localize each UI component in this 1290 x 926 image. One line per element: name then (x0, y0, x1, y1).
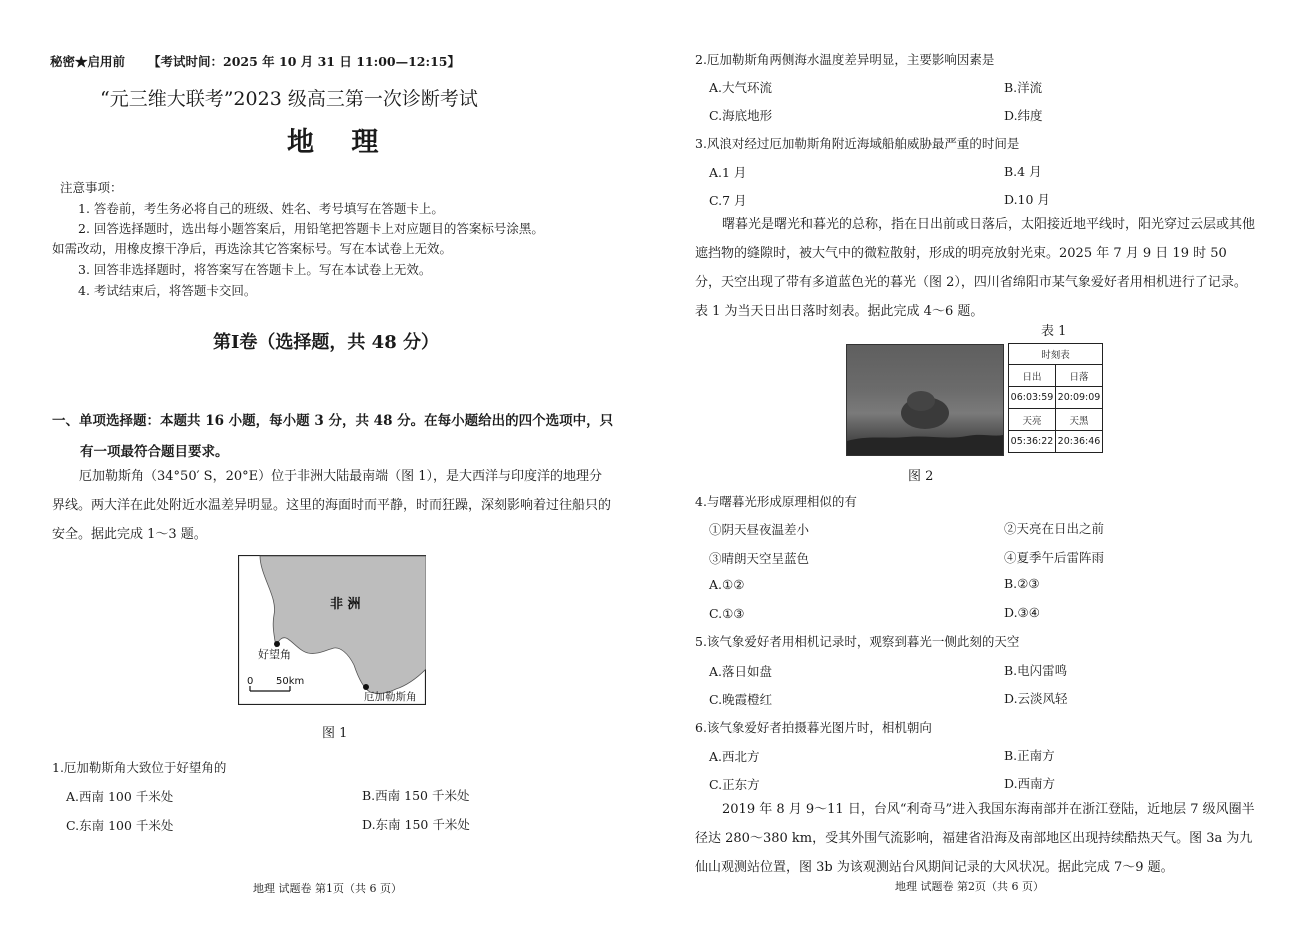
q5-option-a: A.落日如盘 (709, 664, 773, 679)
q6-stem: 6.该气象爱好者拍摄暮光图片时，相机朝向 (695, 720, 932, 735)
q5-option-b: B.电闪雷鸣 (1004, 663, 1068, 678)
q1-option-b: B.西南 150 千米处 (362, 788, 470, 803)
passage-1: 厄加勒斯角（34°50′ S，20°E）位于非洲大陆最南端（图 1），是大西洋与印度洋的地理分界线。两大洋在此处附近水温差异明显。这里的海面时而平静，时而狂躁，深刻影响着过往船只的安全。据此完成 1～3 题。 (52, 469, 612, 542)
note-2-continued: 如需改动，用橡皮擦干净后，再选涂其它答案标号。写在本试卷上无效。 (52, 241, 453, 256)
q4-stem: 4.与曙暮光形成原理相似的有 (695, 494, 857, 509)
q2-option-c: C.海底地形 (709, 108, 773, 123)
q6-option-a: A.西北方 (709, 749, 760, 764)
volume-title: 第Ⅰ卷（选择题，共 48 分） (213, 332, 440, 353)
q2-option-b: B.洋流 (1004, 80, 1043, 95)
q3-option-a: A.1 月 (709, 165, 747, 180)
section-instruction-2: 有一项最符合题目要求。 (80, 444, 229, 460)
note-3: 3. 回答非选择题时，将答案写在答题卡上。写在本试卷上无效。 (78, 262, 432, 277)
q3-stem: 3.风浪对经过厄加勒斯角附近海域船舶威胁最严重的时间是 (695, 136, 1020, 151)
q4-statement-3: ③晴朗天空呈蓝色 (709, 551, 810, 566)
q5-option-c: C.晚霞橙红 (709, 692, 773, 707)
exam-title: “元三维大联考”2023 级高三第一次诊断考试 (100, 88, 478, 110)
scale-zero: 0 (247, 676, 254, 687)
q6-option-c: C.正东方 (709, 777, 760, 792)
passage-3: 2019 年 8 月 9～11 日，台风“利奇马”进入我国东海南部并在浙江登陆，近地层 7 级风圈半径达 280～380 km，受其外围气流影响，福建省沿海及南部地区出现持续酷热天气。图 3a 为九仙山观测站位置，图 3b 为该观测站台风期间记录的大风状况。据此完成 7～9 题。 (695, 802, 1255, 875)
q5-option-d: D.云淡风轻 (1004, 691, 1068, 706)
note-4: 4. 考试结束后，将答题卡交回。 (78, 283, 257, 298)
page-footer-1: 地理 试题卷 第1页（共 6 页） (253, 882, 402, 895)
table-cell: 06:03:59 (1009, 387, 1056, 409)
exam-time: 【考试时间：2025 年 10 月 31 日 11:00—12:15】 (148, 54, 460, 69)
q3-option-b: B.4 月 (1004, 164, 1042, 179)
figure-1-caption: 图 1 (322, 726, 348, 741)
table-cell: 20:09:09 (1056, 387, 1103, 409)
table-cell: 05:36:22 (1009, 431, 1056, 453)
q1-option-c: C.东南 100 千米处 (66, 818, 174, 833)
q4-statement-2: ②天亮在日出之前 (1004, 521, 1105, 536)
table-cell: 20:36:46 (1056, 431, 1103, 453)
cape-good-hope-label: 好望角 (258, 648, 291, 661)
q6-option-b: B.正南方 (1004, 748, 1055, 763)
q3-option-d: D.10 月 (1004, 192, 1050, 207)
q3-option-c: C.7 月 (709, 193, 747, 208)
cape-agulhas-label: 厄加勒斯角 (364, 691, 417, 703)
q4-option-d: D.③④ (1004, 605, 1040, 620)
q5-stem: 5.该气象爱好者用相机记录时，观察到暮光一侧此刻的天空 (695, 634, 1020, 649)
note-1: 1. 答卷前，考生务必将自己的班级、姓名、考号填写在答题卡上。 (78, 201, 444, 216)
confidential-label: 秘密★启用前 (50, 54, 126, 69)
q6-option-d: D.西南方 (1004, 776, 1056, 791)
q2-stem: 2.厄加勒斯角两侧海水温度差异明显，主要影响因素是 (695, 52, 995, 67)
table-cell: 日落 (1056, 365, 1103, 387)
sunrise-sunset-table (1008, 343, 1103, 453)
cape-agulhas-point (363, 684, 369, 690)
exam-page-2 (645, 0, 1290, 926)
table-cell: 日出 (1009, 365, 1056, 387)
figure-2-photo (846, 344, 1004, 456)
notes-heading: 注意事项： (60, 180, 123, 195)
table-1-caption: 表 1 (1041, 324, 1067, 339)
q4-option-a: A.①② (709, 577, 745, 592)
page-footer-2: 地理 试题卷 第2页（共 6 页） (895, 880, 1044, 893)
scale-km: 50km (276, 676, 305, 687)
q1-stem: 1.厄加勒斯角大致位于好望角的 (52, 760, 227, 775)
figure-2-caption: 图 2 (908, 469, 934, 484)
q1-option-d: D.东南 150 千米处 (362, 817, 470, 832)
cape-good-hope-point (274, 641, 280, 647)
q4-option-c: C.①③ (709, 606, 745, 621)
q4-option-b: B.②③ (1004, 576, 1040, 591)
subject-title: 地 理 (287, 127, 393, 158)
q1-option-a: A.西南 100 千米处 (66, 789, 174, 804)
q4-statement-1: ①阴天昼夜温差小 (709, 522, 810, 537)
africa-label: 非 洲 (330, 597, 361, 612)
table-cell: 天黑 (1056, 409, 1103, 431)
q2-option-d: D.纬度 (1004, 108, 1043, 123)
passage-2: 曙暮光是曙光和暮光的总称，指在日出前或日落后，太阳接近地平线时，阳光穿过云层或其他遮挡物的缝隙时，被大气中的微粒散射，形成的明亮放射光束。2025 年 7 月 9 日 19 时 50 分，天空出现了带有多道蓝色光的暮光（图 2），四川省绵阳市某气象爱好者用相机进行了记录。表 1 为当天日出日落时刻表。据此完成 4～6 题。 (695, 217, 1256, 319)
q4-statement-4: ④夏季午后雷阵雨 (1004, 550, 1105, 565)
table-cell: 天亮 (1009, 409, 1056, 431)
section-instruction: 一、单项选择题：本题共 16 小题，每小题 3 分，共 48 分。在每小题给出的四个选项中，只 (52, 413, 614, 429)
q2-option-a: A.大气环流 (709, 80, 773, 95)
table-header: 时刻表 (1009, 344, 1103, 365)
note-2: 2. 回答选择题时，选出每小题答案后，用铅笔把答题卡上对应题目的答案标号涂黑。 (78, 221, 544, 236)
figure-1-map (238, 555, 426, 705)
ground-silhouette (847, 435, 1003, 455)
